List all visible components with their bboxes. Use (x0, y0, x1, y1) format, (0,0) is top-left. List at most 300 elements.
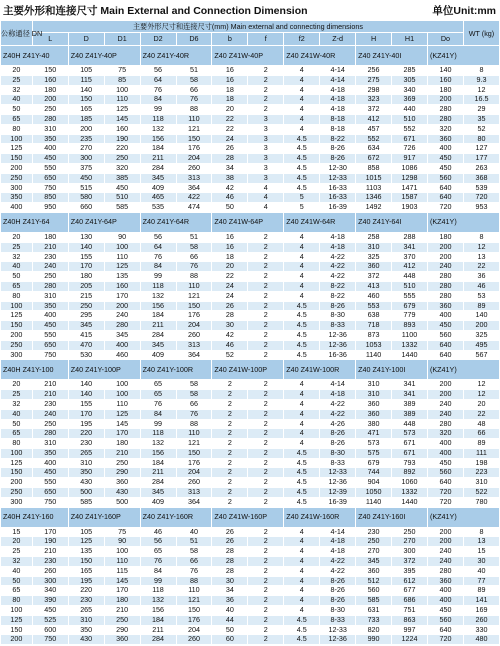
table-cell: 28 (212, 547, 248, 557)
table-cell: 46 (463, 281, 499, 291)
table-cell: 4 (248, 183, 284, 193)
table-cell: 345 (140, 340, 176, 350)
model-label: (KZ41Y) (427, 507, 499, 527)
table-cell: 650 (32, 340, 68, 350)
table-cell: 8-22 (320, 291, 356, 301)
model-label: Z40 Z41Y-64I (356, 212, 428, 232)
table-cell: 370 (392, 252, 428, 262)
dims-header: 主要外形尺寸和连接尺寸(mm) Main external and connecting dimensions (32, 21, 463, 33)
table-cell: 12 (463, 85, 499, 95)
table-cell: 250 (104, 458, 140, 468)
table-cell: 20 (463, 399, 499, 409)
table-cell: 2 (248, 272, 284, 282)
table-cell: 2 (248, 527, 284, 537)
table-cell: 30 (212, 321, 248, 331)
table-cell: 125 (104, 105, 140, 115)
table-cell: 190 (32, 537, 68, 547)
table-cell: 200 (1, 635, 33, 645)
table-row (1, 134, 500, 144)
table-row (1, 340, 500, 350)
table-cell: 111 (463, 448, 499, 458)
table-cell: 2 (212, 409, 248, 419)
table-cell: 4 (284, 557, 320, 567)
table-cell: 2 (212, 497, 248, 507)
table-cell: 400 (1, 203, 33, 213)
table-row (1, 399, 500, 409)
table-row (1, 606, 500, 616)
table-cell: 56 (140, 537, 176, 547)
table-cell: 310 (68, 615, 104, 625)
table-cell: 165 (68, 566, 104, 576)
table-cell: 4 (284, 429, 320, 439)
model-label: Z40H Z41Y-160 (1, 507, 69, 527)
table-cell: 539 (463, 183, 499, 193)
table-cell: 34 (212, 163, 248, 173)
model-row (1, 212, 500, 232)
table-row (1, 291, 500, 301)
table-cell: 385 (104, 173, 140, 183)
table-cell: 58 (176, 242, 212, 252)
table-cell: 260 (176, 163, 212, 173)
table-cell: 4 (284, 439, 320, 449)
table-cell: 250 (1, 488, 33, 498)
table-cell: 535 (140, 203, 176, 213)
table-cell: 2 (248, 497, 284, 507)
table-cell: 350 (1, 193, 33, 203)
table-cell: 110 (104, 557, 140, 567)
table-cell: 140 (463, 311, 499, 321)
table-cell: 160 (427, 75, 463, 85)
table-cell: 4-22 (320, 262, 356, 272)
table-cell: 280 (32, 281, 68, 291)
table-cell: 310 (356, 380, 392, 390)
table-cell: 230 (68, 439, 104, 449)
table-cell: 380 (356, 419, 392, 429)
table-cell: 125 (68, 537, 104, 547)
table-cell: 118 (140, 586, 176, 596)
table-cell: 20 (212, 105, 248, 115)
table-cell: 5 (284, 193, 320, 203)
table-row (1, 566, 500, 576)
table-row (1, 114, 500, 124)
table-cell: 184 (140, 615, 176, 625)
table-cell: 200 (32, 95, 68, 105)
table-cell: 60 (212, 635, 248, 645)
table-cell: 35 (463, 114, 499, 124)
table-cell: 448 (392, 419, 428, 429)
table-cell: 3 (248, 173, 284, 183)
table-cell: 4.5 (284, 488, 320, 498)
table-cell: 313 (176, 340, 212, 350)
table-cell: 230 (32, 557, 68, 567)
table-cell: 1053 (356, 340, 392, 350)
table-cell: 4-18 (320, 242, 356, 252)
table-cell: 2 (248, 409, 284, 419)
table-cell: 893 (392, 321, 428, 331)
table-cell: 340 (32, 586, 68, 596)
table-cell: 8-22 (320, 281, 356, 291)
table-cell: 150 (176, 448, 212, 458)
table-cell: 320 (427, 124, 463, 134)
table-cell: 575 (356, 448, 392, 458)
col-header: Do (427, 33, 463, 46)
table-cell: 50 (212, 203, 248, 213)
table-cell: 4 (284, 124, 320, 134)
table-cell: 56 (140, 232, 176, 242)
table-cell: 99 (140, 419, 176, 429)
table-cell: 300 (1, 183, 33, 193)
table-cell: 250 (104, 615, 140, 625)
table-cell: 2 (248, 321, 284, 331)
table-cell: 4 (248, 203, 284, 213)
table-cell: 495 (463, 340, 499, 350)
model-label: Z40 Z41W-160P (212, 507, 284, 527)
table-cell: 850 (32, 193, 68, 203)
table-cell: 2 (212, 419, 248, 429)
table-cell: 170 (104, 429, 140, 439)
table-cell: 76 (140, 85, 176, 95)
table-cell: 8-26 (320, 576, 356, 586)
table-cell: 40 (1, 262, 33, 272)
table-cell: 58 (176, 380, 212, 390)
table-cell: 375 (68, 163, 104, 173)
table-cell: 20 (1, 66, 33, 76)
table-cell: 1298 (392, 173, 428, 183)
model-label: Z40 Z41Y-64R (140, 212, 212, 232)
table-cell: 345 (104, 330, 140, 340)
table-cell: 917 (392, 154, 428, 164)
table-cell: 258 (356, 232, 392, 242)
table-cell: 32 (1, 399, 33, 409)
table-cell: 20 (1, 380, 33, 390)
table-cell: 100 (1, 301, 33, 311)
table-cell: 250 (32, 272, 68, 282)
table-cell: 204 (176, 468, 212, 478)
table-cell: 2 (248, 105, 284, 115)
table-cell: 16-36 (320, 350, 356, 360)
table-cell: 525 (32, 615, 68, 625)
table-cell: 200 (427, 390, 463, 400)
table-cell: 110 (104, 95, 140, 105)
table-cell: 260 (176, 478, 212, 488)
table-cell: 13 (463, 252, 499, 262)
table-cell: 4.5 (284, 340, 320, 350)
table-cell: 56 (140, 66, 176, 76)
table-cell: 4.5 (284, 458, 320, 468)
table-cell: 125 (1, 144, 33, 154)
table-cell: 40 (176, 527, 212, 537)
table-cell: 310 (32, 124, 68, 134)
table-cell: 22 (463, 262, 499, 272)
table-cell: 89 (463, 301, 499, 311)
table-cell: 12-39 (320, 488, 356, 498)
table-cell: 412 (392, 262, 428, 272)
table-cell: 290 (104, 468, 140, 478)
table-cell: 145 (104, 576, 140, 586)
table-cell: 170 (68, 409, 104, 419)
table-cell: 210 (32, 380, 68, 390)
table-cell: 275 (356, 75, 392, 85)
table-cell: 500 (104, 497, 140, 507)
table-cell: 125 (1, 458, 33, 468)
table-cell: 280 (427, 291, 463, 301)
table-cell: 260 (32, 566, 68, 576)
table-cell: 64 (140, 75, 176, 85)
table-cell: 211 (140, 625, 176, 635)
table-cell: 320 (104, 163, 140, 173)
table-cell: 400 (427, 311, 463, 321)
table-cell: 51 (176, 537, 212, 547)
table-cell: 16 (212, 75, 248, 85)
table-cell: 280 (427, 281, 463, 291)
table-cell: 65 (1, 114, 33, 124)
table-cell: 430 (68, 478, 104, 488)
table-cell: 448 (392, 272, 428, 282)
table-cell: 450 (427, 321, 463, 331)
table-cell: 155 (68, 252, 104, 262)
table-cell: 265 (68, 606, 104, 616)
table-cell: 341 (392, 380, 428, 390)
table-cell: 280 (32, 114, 68, 124)
table-cell: 84 (140, 566, 176, 576)
table-cell: 110 (104, 252, 140, 262)
table-cell: 2 (212, 429, 248, 439)
model-label: Z40 Z41Y-64P (68, 212, 140, 232)
table-cell: 280 (427, 272, 463, 282)
table-row (1, 262, 500, 272)
table-cell: 46 (212, 340, 248, 350)
table-cell: 105 (68, 66, 104, 76)
table-cell: 4 (284, 566, 320, 576)
table-cell: 660 (68, 203, 104, 213)
table-cell: 4-18 (320, 537, 356, 547)
table-cell: 4.5 (284, 615, 320, 625)
table-cell: 270 (68, 144, 104, 154)
table-cell: 15 (463, 547, 499, 557)
table-cell: 8 (463, 232, 499, 242)
table-cell: 750 (32, 350, 68, 360)
table-cell: 240 (32, 262, 68, 272)
table-cell: 32 (1, 85, 33, 95)
table-cell: 18 (212, 252, 248, 262)
table-cell: 270 (356, 547, 392, 557)
table-cell: 550 (32, 163, 68, 173)
table-cell: 105 (68, 527, 104, 537)
table-cell: 80 (1, 124, 33, 134)
table-cell: 430 (68, 635, 104, 645)
table-cell: 15 (1, 527, 33, 537)
table-cell: 3 (248, 124, 284, 134)
table-cell: 4 (284, 596, 320, 606)
table-cell: 780 (463, 497, 499, 507)
table-cell: 240 (427, 399, 463, 409)
table-cell: 4 (284, 262, 320, 272)
model-label: (KZ41Y) (427, 46, 499, 66)
table-cell: 2 (248, 606, 284, 616)
table-cell: 76 (176, 262, 212, 272)
table-cell: 360 (356, 566, 392, 576)
table-cell: 4 (284, 527, 320, 537)
table-cell: 585 (68, 497, 104, 507)
table-cell: 4 (284, 576, 320, 586)
table-cell: 250 (1, 173, 33, 183)
table-cell: 4.5 (284, 448, 320, 458)
table-row (1, 390, 500, 400)
table-cell: 4-18 (320, 85, 356, 95)
table-cell: 560 (427, 173, 463, 183)
table-cell: 2 (248, 242, 284, 252)
table-cell: 76 (140, 399, 176, 409)
col-header: D1 (104, 33, 140, 46)
table-row (1, 458, 500, 468)
table-cell: 28 (212, 557, 248, 567)
table-cell: 4-18 (320, 547, 356, 557)
table-cell: 230 (356, 527, 392, 537)
table-cell: 256 (356, 66, 392, 76)
table-cell: 32 (1, 557, 33, 567)
col-header: b (212, 33, 248, 46)
table-cell: 8-26 (320, 154, 356, 164)
table-cell: 892 (392, 468, 428, 478)
model-label: Z40 Z41W-100R (284, 360, 356, 380)
table-cell: 1140 (356, 497, 392, 507)
table-cell: 280 (427, 419, 463, 429)
table-cell: 150 (176, 606, 212, 616)
table-cell: 1903 (392, 203, 428, 213)
table-cell: 75 (104, 66, 140, 76)
table-cell: 76 (176, 409, 212, 419)
col-header: D (68, 33, 104, 46)
table-row (1, 527, 500, 537)
table-cell: 145 (104, 419, 140, 429)
table-cell: 4-18 (320, 95, 356, 105)
table-cell: 450 (32, 321, 68, 331)
table-cell: 4 (284, 547, 320, 557)
table-cell: 744 (356, 468, 392, 478)
table-cell: 4 (284, 291, 320, 301)
table-cell: 1140 (356, 350, 392, 360)
header-row-2 (1, 33, 500, 46)
table-cell: 280 (427, 105, 463, 115)
table-cell: 16 (212, 232, 248, 242)
table-cell: 16-33 (320, 193, 356, 203)
table-cell: 4.5 (284, 478, 320, 488)
table-cell: 4 (284, 75, 320, 85)
table-cell: 156 (140, 448, 176, 458)
table-cell: 184 (140, 311, 176, 321)
table-cell: 671 (392, 448, 428, 458)
table-cell: 2 (248, 625, 284, 635)
table-cell: 18 (212, 95, 248, 105)
table-cell: 345 (68, 321, 104, 331)
table-cell: 310 (68, 458, 104, 468)
table-cell: 500 (68, 488, 104, 498)
table-cell: 290 (104, 625, 140, 635)
table-cell: 200 (427, 95, 463, 105)
table-cell: 20 (1, 537, 33, 547)
table-cell: 364 (176, 350, 212, 360)
table-cell: 200 (1, 330, 33, 340)
table-cell: 585 (356, 596, 392, 606)
table-cell: 76 (176, 566, 212, 576)
table-cell: 170 (32, 527, 68, 537)
table-cell: 65 (1, 429, 33, 439)
table-cell: 4 (284, 537, 320, 547)
table-cell: 24 (212, 291, 248, 301)
table-cell: 24 (212, 134, 248, 144)
table-row (1, 252, 500, 262)
table-row (1, 144, 500, 154)
table-cell: 560 (356, 586, 392, 596)
table-row (1, 625, 500, 635)
table-cell: 240 (427, 409, 463, 419)
table-row (1, 85, 500, 95)
table-cell: 372 (356, 272, 392, 282)
table-cell: 220 (68, 429, 104, 439)
table-cell: 560 (427, 330, 463, 340)
table-row (1, 478, 500, 488)
table-cell: 38 (212, 173, 248, 183)
table-cell: 300 (392, 547, 428, 557)
table-cell: 440 (392, 105, 428, 115)
table-cell: 88 (176, 105, 212, 115)
table-cell: 474 (176, 203, 212, 213)
table-cell: 125 (1, 311, 33, 321)
table-cell: 30 (212, 576, 248, 586)
col-header: D6 (176, 33, 212, 46)
table-cell: 300 (32, 576, 68, 586)
table-cell: 250 (68, 301, 104, 311)
table-cell: 2 (248, 252, 284, 262)
table-cell: 2 (212, 380, 248, 390)
table-cell: 4 (284, 95, 320, 105)
table-row (1, 330, 500, 340)
table-cell: 215 (68, 291, 104, 301)
table-cell: 8-30 (320, 606, 356, 616)
table-cell: 284 (140, 330, 176, 340)
table-cell: 180 (68, 272, 104, 282)
table-cell: 631 (356, 606, 392, 616)
table-cell: 2 (248, 75, 284, 85)
table-cell: 718 (356, 321, 392, 331)
table-cell: 230 (32, 399, 68, 409)
table-cell: 634 (356, 144, 392, 154)
table-cell: 364 (176, 497, 212, 507)
table-cell: 140 (427, 66, 463, 76)
table-cell: 360 (356, 262, 392, 272)
table-cell: 8-18 (320, 124, 356, 134)
table-row (1, 183, 500, 193)
table-cell: 2 (212, 399, 248, 409)
table-cell: 76 (176, 95, 212, 105)
table-cell: 180 (32, 232, 68, 242)
table-row (1, 488, 500, 498)
table-cell: 26 (212, 301, 248, 311)
table-cell: 3 (248, 134, 284, 144)
table-cell: 4 (248, 193, 284, 203)
table-cell: 580 (68, 193, 104, 203)
table-cell: 2 (248, 448, 284, 458)
table-cell: 40 (1, 566, 33, 576)
table-cell: 4.5 (284, 468, 320, 478)
table-row (1, 232, 500, 242)
model-label: Z40 Z41Y-100I (356, 360, 428, 380)
table-cell: 2 (248, 458, 284, 468)
table-cell: 2 (248, 399, 284, 409)
table-cell: 585 (104, 203, 140, 213)
table-cell: 671 (392, 439, 428, 449)
table-cell: 76 (140, 252, 176, 262)
